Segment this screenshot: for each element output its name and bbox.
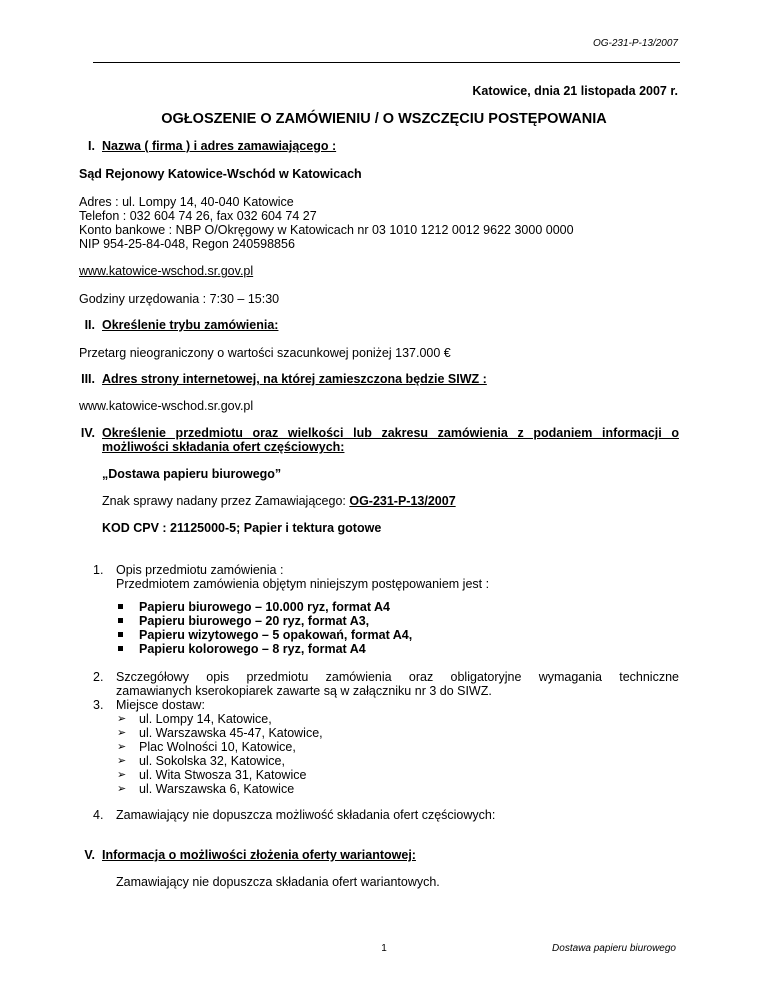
section-4-heading-line-2: możliwości składania ofert częściowych: (102, 440, 345, 454)
item-1-title: Opis przedmiotu zamówienia : (116, 563, 284, 577)
list-item: ul. Sokolska 32, Katowice, (139, 754, 285, 768)
item-3-title: Miejsce dostaw: (116, 698, 205, 712)
section-3-number: III. (81, 372, 95, 386)
procedure-type: Przetarg nieograniczony o wartości szacunkowej poniżej 137.000 € (79, 346, 451, 360)
case-number-value: OG-231-P-13/2007 (349, 494, 456, 508)
page-number: 1 (381, 943, 387, 954)
section-1-number: I. (88, 139, 95, 153)
item-1-number: 1. (93, 563, 104, 577)
list-item: Papieru biurowego – 10.000 ryz, format A4 (139, 600, 391, 614)
case-number-line (102, 494, 456, 508)
document-reference: OG-231-P-13/2007 (592, 38, 678, 49)
arrow-bullet-icon: ➢ (117, 783, 127, 795)
list-item: ul. Lompy 14, Katowice, (139, 712, 272, 726)
square-bullet-icon (118, 646, 123, 651)
item-1-description: Przedmiotem zamówienia objętym niniejszym postępowaniem jest : (116, 577, 490, 591)
variant-offers-text: Zamawiający nie dopuszcza składania ofert wariantowych. (116, 875, 440, 889)
item-2-number: 2. (93, 670, 104, 684)
square-bullet-icon (118, 604, 123, 609)
date-line: Katowice, dnia 21 listopada 2007 r. (472, 84, 678, 98)
section-4-number: IV. (80, 426, 95, 440)
section-2-number: II. (84, 318, 95, 332)
list-item: Papieru wizytowego – 5 opakowań, format A4, (139, 628, 413, 642)
orderer-bank-account: Konto bankowe : NBP O/Okręgowy w Katowicach nr 03 1010 1212 0012 9622 3000 0000 (79, 223, 574, 237)
list-item: ul. Wita Stwosza 31, Katowice (139, 768, 307, 782)
siwz-website: www.katowice-wschod.sr.gov.pl (79, 399, 254, 413)
footer-title: Dostawa papieru biurowego (552, 943, 676, 954)
item-4-number: 4. (93, 808, 104, 822)
square-bullet-icon (118, 632, 123, 637)
item-2-line-2: zamawianych kserokopiarek zawarte są w załączniku nr 3 do SIWZ. (116, 684, 492, 698)
list-item: Plac Wolności 10, Katowice, (139, 740, 296, 754)
arrow-bullet-icon: ➢ (117, 727, 127, 739)
orderer-phone: Telefon : 032 604 74 26, fax 032 604 74 27 (79, 209, 317, 223)
section-5-number: V. (84, 848, 95, 862)
office-hours: Godziny urzędowania : 7:30 – 15:30 (79, 292, 280, 306)
arrow-bullet-icon: ➢ (117, 713, 127, 725)
orderer-name: Sąd Rejonowy Katowice-Wschód w Katowicach (79, 167, 362, 181)
document-title: OGŁOSZENIE O ZAMÓWIENIU / O WSZCZĘCIU POSTĘPOWANIA (161, 111, 607, 127)
list-item: ul. Warszawska 6, Katowice (139, 782, 295, 796)
section-3-heading: Adres strony internetowej, na której zamieszczona będzie SIWZ : (102, 372, 487, 386)
orderer-website-link[interactable]: www.katowice-wschod.sr.gov.pl (79, 264, 254, 278)
list-item: ul. Warszawska 45-47, Katowice, (139, 726, 323, 740)
arrow-bullet-icon: ➢ (117, 755, 127, 767)
list-item: Papieru biurowego – 20 ryz, format A3, (139, 614, 370, 628)
cpv-code: KOD CPV : 21125000-5; Papier i tektura gotowe (102, 521, 382, 535)
list-item: Papieru kolorowego – 8 ryz, format A4 (139, 642, 366, 656)
orderer-nip-regon: NIP 954-25-84-048, Regon 240598856 (79, 237, 295, 251)
item-4-text: Zamawiający nie dopuszcza możliwość składania ofert częściowych: (116, 808, 496, 822)
item-2-line-1: Szczegółowy opis przedmiotu zamówienia oraz obligatoryjne wymagania techniczne (116, 670, 679, 684)
item-3-number: 3. (93, 698, 104, 712)
section-4-heading-line-1: Określenie przedmiotu oraz wielkości lub zakresu zamówienia z podaniem informacji o (102, 426, 679, 440)
section-5-heading: Informacja o możliwości złożenia oferty wariantowej: (102, 848, 416, 862)
header-rule (93, 62, 680, 63)
section-2-heading: Określenie trybu zamówienia: (102, 318, 279, 332)
arrow-bullet-icon: ➢ (117, 741, 127, 753)
order-subject: „Dostawa papieru biurowego” (102, 467, 282, 481)
section-1-heading: Nazwa ( firma ) i adres zamawiającego : (102, 139, 337, 153)
orderer-address: Adres : ul. Lompy 14, 40-040 Katowice (79, 195, 294, 209)
case-number-label: Znak sprawy nadany przez Zamawiającego: (102, 494, 350, 508)
arrow-bullet-icon: ➢ (117, 769, 127, 781)
square-bullet-icon (118, 618, 123, 623)
